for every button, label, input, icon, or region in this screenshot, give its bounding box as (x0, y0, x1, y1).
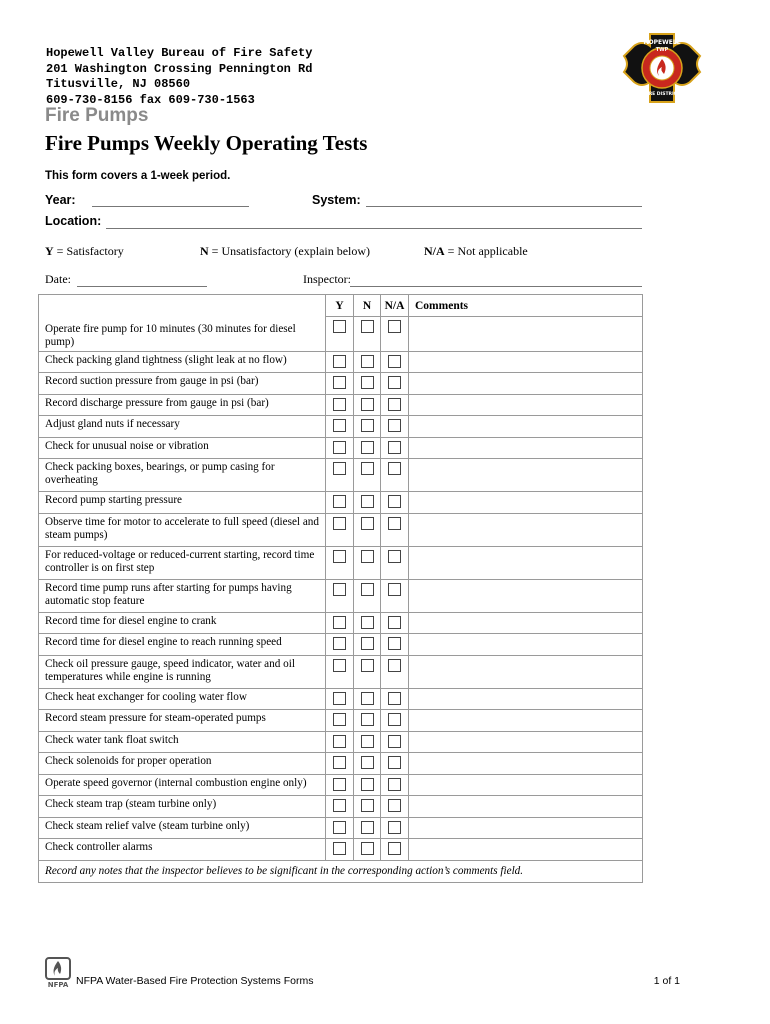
na-cell (381, 459, 409, 492)
n-checkbox[interactable] (361, 517, 374, 530)
n-cell (354, 579, 381, 612)
y-checkbox[interactable] (333, 799, 346, 812)
checklist-item: Record discharge pressure from gauge in psi (bar) (39, 394, 326, 416)
checklist-item: Record suction pressure from gauge in psi (bar) (39, 373, 326, 395)
na-checkbox[interactable] (388, 376, 401, 389)
na-cell (381, 839, 409, 861)
na-cell (381, 546, 409, 579)
y-cell (326, 546, 354, 579)
table-row (39, 459, 643, 492)
notes-instruction: Record any notes that the inspector believes to be significant in the corresponding action’s comments field. (39, 860, 643, 882)
n-column-header: N (354, 295, 381, 317)
n-cell (354, 546, 381, 579)
system-label: System: (312, 193, 361, 207)
y-checkbox[interactable] (333, 842, 346, 855)
legend-not-applicable (424, 244, 528, 259)
n-cell (354, 634, 381, 656)
n-cell (354, 753, 381, 775)
logo-text-bottom: FIRE DISTRICT (643, 92, 681, 97)
table-row (39, 817, 643, 839)
legend-unsatisfactory (200, 244, 370, 259)
y-cell (326, 513, 354, 546)
checklist-item: Record time pump runs after starting for pumps having automatic stop feature (39, 579, 326, 612)
na-column-header: N/A (381, 295, 409, 317)
n-checkbox[interactable] (361, 821, 374, 834)
checklist-item: Check controller alarms (39, 839, 326, 861)
table-row (39, 839, 643, 861)
y-checkbox[interactable] (333, 821, 346, 834)
n-cell (354, 394, 381, 416)
table-row (39, 612, 643, 634)
na-cell (381, 710, 409, 732)
n-checkbox[interactable] (361, 756, 374, 769)
n-cell (354, 688, 381, 710)
table-row (39, 317, 643, 352)
n-checkbox[interactable] (361, 419, 374, 432)
y-cell (326, 579, 354, 612)
na-checkbox[interactable] (388, 441, 401, 454)
n-cell (354, 492, 381, 514)
y-cell (326, 634, 354, 656)
n-checkbox[interactable] (361, 376, 374, 389)
comments-cell[interactable] (409, 437, 643, 459)
table-row (39, 513, 643, 546)
y-checkbox[interactable] (333, 735, 346, 748)
checklist-item: Check oil pressure gauge, speed indicator, water and oil temperatures while engine is running (39, 655, 326, 688)
na-cell (381, 437, 409, 459)
location-label: Location: (45, 214, 102, 228)
y-cell (326, 710, 354, 732)
legend-n-text: = Unsatisfactory (explain below) (208, 244, 371, 258)
year-field[interactable] (92, 206, 249, 207)
checklist-item: Operate speed governor (internal combustion engine only) (39, 774, 326, 796)
n-cell (354, 731, 381, 753)
checklist-item: Record time for diesel engine to reach running speed (39, 634, 326, 656)
na-cell (381, 731, 409, 753)
n-checkbox[interactable] (361, 692, 374, 705)
legend-satisfactory (45, 244, 124, 259)
year-label: Year: (45, 193, 76, 207)
checklist-item: Check for unusual noise or vibration (39, 437, 326, 459)
table-row (39, 774, 643, 796)
org-street: 201 Washington Crossing Pennington Rd (46, 61, 313, 76)
y-checkbox[interactable] (333, 376, 346, 389)
table-row (39, 351, 643, 373)
y-cell (326, 416, 354, 438)
n-checkbox[interactable] (361, 320, 374, 333)
comments-cell[interactable] (409, 774, 643, 796)
coverage-note: This form covers a 1-week period. (45, 170, 231, 182)
y-cell (326, 459, 354, 492)
n-checkbox[interactable] (361, 637, 374, 650)
page-number: 1 of 1 (653, 975, 680, 987)
y-cell (326, 612, 354, 634)
y-cell (326, 839, 354, 861)
na-checkbox[interactable] (388, 583, 401, 596)
comments-cell[interactable] (409, 317, 643, 352)
checklist-item: Record steam pressure for steam-operated pumps (39, 710, 326, 732)
na-checkbox[interactable] (388, 799, 401, 812)
na-cell (381, 612, 409, 634)
y-column-header: Y (326, 295, 354, 317)
logo-text-twp: TWP (655, 47, 669, 53)
legend-na-text: = Not applicable (444, 244, 528, 258)
n-checkbox[interactable] (361, 842, 374, 855)
comments-cell[interactable] (409, 710, 643, 732)
nfpa-logo-text: NFPA (47, 981, 69, 988)
table-row (39, 394, 643, 416)
n-checkbox[interactable] (361, 713, 374, 726)
na-cell (381, 351, 409, 373)
na-checkbox[interactable] (388, 462, 401, 475)
comments-cell[interactable] (409, 655, 643, 688)
comments-cell[interactable] (409, 796, 643, 818)
y-checkbox[interactable] (333, 398, 346, 411)
checklist-item: Check packing boxes, bearings, or pump casing for overheating (39, 459, 326, 492)
nfpa-logo (44, 956, 72, 988)
n-cell (354, 513, 381, 546)
notes-row (39, 860, 643, 882)
logo-text-top: HOPEWELL (643, 39, 681, 46)
n-checkbox[interactable] (361, 495, 374, 508)
n-checkbox[interactable] (361, 550, 374, 563)
n-checkbox[interactable] (361, 462, 374, 475)
inspector-label: Inspector: (303, 272, 351, 286)
comments-cell[interactable] (409, 351, 643, 373)
y-checkbox[interactable] (333, 495, 346, 508)
na-cell (381, 817, 409, 839)
na-checkbox[interactable] (388, 735, 401, 748)
fire-district-logo (622, 32, 702, 104)
na-checkbox[interactable] (388, 756, 401, 769)
y-cell (326, 317, 354, 352)
page-title: Fire Pumps Weekly Operating Tests (45, 131, 368, 155)
table-row (39, 579, 643, 612)
table-row (39, 753, 643, 775)
comments-column-header: Comments (409, 295, 643, 317)
table-row (39, 688, 643, 710)
legend-y-key: Y (45, 244, 54, 258)
y-cell (326, 492, 354, 514)
y-cell (326, 351, 354, 373)
n-checkbox[interactable] (361, 398, 374, 411)
na-cell (381, 774, 409, 796)
y-checkbox[interactable] (333, 355, 346, 368)
na-cell (381, 634, 409, 656)
organization-address (46, 46, 312, 108)
n-cell (354, 774, 381, 796)
n-cell (354, 317, 381, 352)
table-row (39, 416, 643, 438)
y-cell (326, 796, 354, 818)
checklist-item: Record time for diesel engine to crank (39, 612, 326, 634)
na-cell (381, 753, 409, 775)
n-cell (354, 351, 381, 373)
n-cell (354, 710, 381, 732)
checklist-item: Check steam trap (steam turbine only) (39, 796, 326, 818)
table-row (39, 634, 643, 656)
checklist-item: Observe time for motor to accelerate to full speed (diesel and steam pumps) (39, 513, 326, 546)
legend-y-text: = Satisfactory (53, 244, 124, 258)
y-cell (326, 394, 354, 416)
n-checkbox[interactable] (361, 778, 374, 791)
na-checkbox[interactable] (388, 778, 401, 791)
n-checkbox[interactable] (361, 355, 374, 368)
n-cell (354, 655, 381, 688)
y-cell (326, 688, 354, 710)
comments-cell[interactable] (409, 459, 643, 492)
org-city: Titusville, NJ 08560 (46, 77, 191, 91)
table-row (39, 437, 643, 459)
y-checkbox[interactable] (333, 462, 346, 475)
na-checkbox[interactable] (388, 692, 401, 705)
na-checkbox[interactable] (388, 713, 401, 726)
comments-cell[interactable] (409, 688, 643, 710)
y-checkbox[interactable] (333, 713, 346, 726)
comments-cell[interactable] (409, 394, 643, 416)
n-checkbox[interactable] (361, 616, 374, 629)
checklist-item: Check solenoids for proper operation (39, 753, 326, 775)
comments-cell[interactable] (409, 373, 643, 395)
table-row (39, 546, 643, 579)
legend-n-key: N (200, 244, 209, 258)
na-cell (381, 796, 409, 818)
na-checkbox[interactable] (388, 637, 401, 650)
inspection-checklist (38, 294, 643, 883)
comments-cell[interactable] (409, 634, 643, 656)
n-cell (354, 612, 381, 634)
checklist-item: Adjust gland nuts if necessary (39, 416, 326, 438)
n-checkbox[interactable] (361, 441, 374, 454)
y-cell (326, 655, 354, 688)
y-checkbox[interactable] (333, 441, 346, 454)
n-cell (354, 839, 381, 861)
y-checkbox[interactable] (333, 637, 346, 650)
system-field[interactable] (366, 206, 642, 207)
y-checkbox[interactable] (333, 778, 346, 791)
comments-cell[interactable] (409, 513, 643, 546)
y-checkbox[interactable] (333, 756, 346, 769)
na-checkbox[interactable] (388, 320, 401, 333)
y-checkbox[interactable] (333, 419, 346, 432)
y-cell (326, 437, 354, 459)
n-checkbox[interactable] (361, 735, 374, 748)
na-checkbox[interactable] (388, 495, 401, 508)
comments-cell[interactable] (409, 753, 643, 775)
n-checkbox[interactable] (361, 659, 374, 672)
y-cell (326, 774, 354, 796)
table-row (39, 655, 643, 688)
na-checkbox[interactable] (388, 398, 401, 411)
na-cell (381, 416, 409, 438)
y-checkbox[interactable] (333, 616, 346, 629)
na-cell (381, 513, 409, 546)
na-cell (381, 317, 409, 352)
y-checkbox[interactable] (333, 320, 346, 333)
na-checkbox[interactable] (388, 659, 401, 672)
comments-cell[interactable] (409, 579, 643, 612)
na-cell (381, 655, 409, 688)
y-cell (326, 731, 354, 753)
n-cell (354, 796, 381, 818)
comments-cell[interactable] (409, 546, 643, 579)
n-checkbox[interactable] (361, 583, 374, 596)
comments-cell[interactable] (409, 416, 643, 438)
comments-cell[interactable] (409, 839, 643, 861)
comments-cell[interactable] (409, 612, 643, 634)
na-checkbox[interactable] (388, 616, 401, 629)
na-checkbox[interactable] (388, 821, 401, 834)
date-label: Date: (45, 272, 71, 286)
org-name: Hopewell Valley Bureau of Fire Safety (46, 46, 313, 60)
checklist-item: Check water tank float switch (39, 731, 326, 753)
checklist-item: Check steam relief valve (steam turbine only) (39, 817, 326, 839)
na-checkbox[interactable] (388, 419, 401, 432)
na-cell (381, 394, 409, 416)
y-checkbox[interactable] (333, 550, 346, 563)
y-checkbox[interactable] (333, 583, 346, 596)
checklist-item: Operate fire pump for 10 minutes (30 minutes for diesel pump) (39, 317, 326, 352)
n-cell (354, 416, 381, 438)
table-row (39, 492, 643, 514)
table-row (39, 731, 643, 753)
item-column-header (39, 295, 326, 317)
y-checkbox[interactable] (333, 659, 346, 672)
n-cell (354, 459, 381, 492)
n-cell (354, 437, 381, 459)
table-row (39, 710, 643, 732)
table-header-row (39, 295, 643, 317)
y-cell (326, 817, 354, 839)
checklist-item: Check packing gland tightness (slight leak at no flow) (39, 351, 326, 373)
legend-na-key: N/A (424, 244, 445, 258)
y-checkbox[interactable] (333, 517, 346, 530)
y-cell (326, 373, 354, 395)
org-phone: 609-730-8156 fax 609-730-1563 (46, 92, 255, 107)
na-cell (381, 688, 409, 710)
table-row (39, 373, 643, 395)
comments-cell[interactable] (409, 731, 643, 753)
location-field[interactable] (106, 228, 642, 229)
date-field[interactable] (77, 286, 207, 287)
comments-cell[interactable] (409, 492, 643, 514)
na-cell (381, 579, 409, 612)
inspector-field[interactable] (350, 286, 642, 287)
na-cell (381, 492, 409, 514)
y-checkbox[interactable] (333, 692, 346, 705)
checklist-item: Record pump starting pressure (39, 492, 326, 514)
footer-form-name: NFPA Water-Based Fire Protection Systems Forms (76, 975, 314, 987)
na-checkbox[interactable] (388, 550, 401, 563)
na-cell (381, 373, 409, 395)
y-cell (326, 753, 354, 775)
checklist-item: Check heat exchanger for cooling water flow (39, 688, 326, 710)
n-cell (354, 817, 381, 839)
n-checkbox[interactable] (361, 799, 374, 812)
checklist-item: For reduced-voltage or reduced-current starting, record time controller is on first step (39, 546, 326, 579)
na-checkbox[interactable] (388, 517, 401, 530)
na-checkbox[interactable] (388, 355, 401, 368)
comments-cell[interactable] (409, 817, 643, 839)
na-checkbox[interactable] (388, 842, 401, 855)
table-row (39, 796, 643, 818)
n-cell (354, 373, 381, 395)
form-category: Fire Pumps (45, 105, 149, 126)
